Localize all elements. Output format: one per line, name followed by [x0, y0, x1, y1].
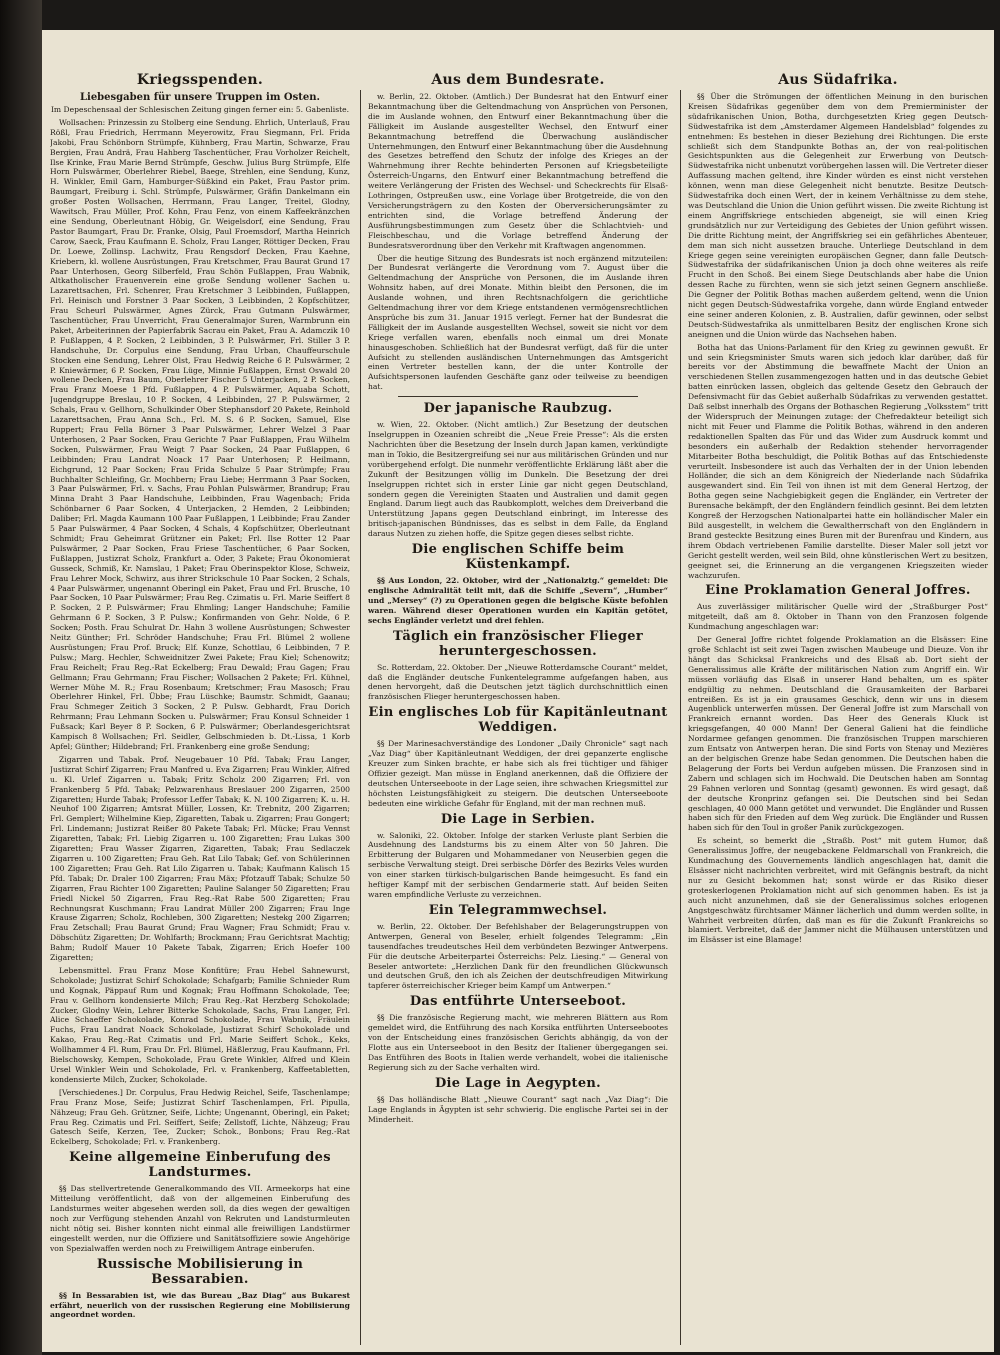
- article-paragraph: Zigarren und Tabak. Prof. Neugebauer 10 Pfd. Tabak; Frau Langer, Justizrat Schirf Zigarren; Frau Manfred u. Eva Zigarren; Frau Winkler, Alfred u. Kl. Urlef Zigarren u. Tabak; Fritz Scholz 200 Zigarren; Frl. von Frankenberg 5 Pfd. Tabak; Pelzwarenhaus Breslauer 200 Zigarren, 2500 Zigaretten; Hurde Tabak; Professor Leffer Tabak; K. N. 100 Zigarren; K. u. H. Neuhof 100 Zigarren; Amtsrat Müller, Lossen, Kr. Trebnitz, 200 Zigarren; Frl. Gemplert; Wilhelmine Kiep, Zigaretten, Tabak u. Zigarren; Frau Gongert; Frl. Lindemann; Justizrat Reißer 80 Pakete Tabak; Frl. Mücke; Frau Vennst Zigaretten, Tabak; Frl. Liebig Zigarren u. 100 Zigaretten; Frau Lukas 300 Zigaretten; Frau Wasser Zigarren, Zigaretten, Tabak; Frau Sedlaczek Zigarren u. 100 Zigaretten; Frau Geh. Rat Lilo Tabak; Gef. von Schülerinnen 100 Zigaretten; Frau Geh. Rat Lilo Zigarren u. Tabak; Kaufmann Kalisch 15 Pfd. Tabak; Dr. Draler 100 Zigarren; Frau Mäx; Pfotzauff Tabak; Schulze 50 Zigarren, Frau Richter 100 Zigaretten; Pauline Salanger 50 Zigaretten; Frau Friedl Nickel 50 Zigarren, Frau Reg.-Rat Rabe 500 Zigaretten; Frau Rechnungsrat Kuschmann; Frau Landrat Müller 200 Zigarren; Frau Inge Krause Zigarren; Scholz, Rochleben, 300 Zigaretten; Nestekg 200 Zigarren; Frau Zetschall; Frau Baurat Grund; Frau Wagner; Frau Schmidt; Frau v. Döbschütz Zigaretten; Dr. Wohlfarth; Brockmann; Frau Gerichtsrat Machtig; Bahm; Rudolf Mauer 10 Pakete Tabak, Zigarren; Erich Hoefer 100 Zigaretten;: [50, 754, 350, 963]
- intro-line: Im Depeschensaal der Schlesischen Zeitung gingen ferner ein: 5. Gabenliste.: [50, 105, 350, 114]
- headline-bessarabien: Russische Mobilisierung in Bessarabien.: [96, 1256, 304, 1287]
- article-paragraph: w. Berlin, 22. Oktober. Der Befehlshaber der Belagerungstruppen von Antwerpen, General von Beseler, erhielt folgendes Telegramm: „Ein tausendfaches treudeutsches Heil dem verbündeten Bezwinger Antwerpens. Für die deutsche Arbeiterpartei Österreichs: Pelz. Liesing.“ — General von Beseler antwortete: „Herzlichen Dank für den freundlichen Glückwunsch und deutschen Gruß, den ich als Zeichen der deutschfreudigen Mitwirkung tapferer österreichischer Krieger beim Kampf um Antwerpen.“: [368, 921, 668, 991]
- article-paragraph: Aus zuverlässiger militärischer Quelle wird der „Straßburger Post“ mitgeteilt, daß am 8. Oktober in Thann von den Franzosen folgende Kundmachung angeschlagen war:: [688, 602, 988, 632]
- headline-weddigen: Ein englisches Lob für Kapitänleutnant Weddigen.: [368, 705, 668, 736]
- article-paragraph: Es scheint, so bemerkt die „Straßb. Post“ mit gutem Humor, daß Generalissimus Joffre, der neugebackene Feldmarschall von Frankreich, die Kundmachung des Gouvernements ländlich angeschlagen hat, damit die Elsässer nicht nachrichten verbreitet, wird mit Gefängnis bestraft, da nicht nur zu Gesicht bekommen hat; sonst würde er das Risiko dieser groteskerlogenen Proklamation nicht auf sich genommen haben. Es ist ja auch nicht anzunehmen, daß sie der Generalissimus solches erlogenen Angstgeschwätz fürchtsamer Männer lächerlich und dumm werden sollte, in Wahrheit verbreiten dürfen, daß man es für die Zukunft Frankreichs so blamiert. Verbreitet, daß der Jammer nicht die Mülhausen unterstützen und im Elsässer ist eine Blamage!: [688, 836, 988, 945]
- book-binding-edge: [0, 0, 42, 1355]
- headline-japan: Der japanische Raubzug.: [423, 401, 613, 417]
- article-paragraph: Botha hat das Unions-Parlament für den Krieg zu gewinnen gewußt. Er und sein Kriegsminister Smuts waren sich jedoch klar darüber, daß für bereits vor der Abstimmung die bewaffnete Macht der Union an verschiedenen Stellen zusammengezogen hatten und in das deutsche Gebiet batten einrücken lassen, obgleich das geltende Gesetz den Gebrauch der Defensivmacht für das Gebiet außerhalb Südafrikas zu verwenden gestattet. Daß selbst innerhalb des Organs der Bothaschen Regierung „Volksstem“ tritt der Widerspruch der Meinungen zutage: der Chefredakteur beteiligt sich nicht mit Feuer und Flamme die Politik Bothas, während in den anderen redaktionellen Spalten das Für und das Wider zum Ausdruck kommt und besonders ein außerhalb der Redaktion stehender hervorragender Mitarbeiter Botha beschuldigt, die Politik Bothas auf das Entschiedenste verurteilt. Insbesondere ist auch das Verhalten der in der Union lebenden Holländer, die sich an dem Königreich der Niederlande nach Südafrika ausgewandert sind. Ein Teil von ihnen ist mit dem General Hertzog, der Botha gegen seine Nachgiebigkeit gegen die Engländer, ein Vertreter der Burensache bekämpft, der den Engländern feindlich gesinnt. Bei dem letzten Kongreß der Herzogschen Nationalpartei hatte ein holländischer Maler ein Bild ausgestellt, in welchem die Gewaltherrschaft von den Engländern in Brand gesteckte Besitzung eines Buren mit der Burenfrau und Kindern, aus ihrem Obdach vertriebenen Familie darstellte. Dieser Maler soll jetzt vor Gericht gestellt werden, weil sein Bild, ohne künstlerischen Wert zu besitzen, geeignet sei, die Erinnerung an die vergangenen Kriegszeiten wieder wachzurufen.: [688, 342, 988, 580]
- article-paragraph: w. Berlin, 22. Oktober. (Amtlich.) Der Bundesrat hat den Entwurf einer Bekanntmachung über die Geltendmachung von Ansprüchen von Personen, die im Auslande wohnen, den Entwurf einer Bekanntmachung über die Fälligkeit im Auslande ausgestellter Wechsel, den Entwurf einer Bekanntmachung betreffend die Überwachung ausländischer Unternehmungen, den Entwurf einer Bekanntmachung über die Ausdehnung des Gesetzes betreffend den Schutz der infolge des Krieges an der Wahrnehmung ihrer Rechte behinderten Personen auf Kriegsbeteiligte Österreich-Ungarns, den Entwurf einer Bekanntmachung betreffend die weitere Verlängerung der Fristen des Wechsel- und Scheckrechts für Elsaß-Lothringen, Ostpreußen usw., eine Vorlage über Brotgetreide, die von den Versicherungsträgern zu den Kosten der Oberversicherungsämter zu entrichten sind, die Vorlage betreffend Änderung der Ausführungsbestimmungen zum Gesetz über die Schlachtvieh- und Fleischbeschau, und die Vorlage betreffend Änderung der Bundesratsverordnung über den Verkehr mit Kraftwagen angenommen.: [368, 92, 668, 250]
- headline-aegypten: Die Lage in Aegypten.: [434, 1075, 602, 1091]
- article-paragraph: §§ Aus London, 22. Oktober, wird der „Nationalztg.“ gemeldet: Die englische Admiralität teilt mit, daß die Schiffe „Severn“, „Humber“ und „Mersey“ (?) zu Operationen gegen die belgische Küste befohlen waren. Während dieser Operationen wurden ein Kapitän getötet, sechs Engländer verletzt und drei fehlen.: [368, 576, 668, 625]
- headline-schiffe: Die englischen Schiffe beim Küstenkampf.: [411, 542, 625, 573]
- column-rule: [680, 90, 681, 1345]
- headline-suedafrika: Aus Südafrika.: [778, 72, 898, 88]
- column-2: [368, 70, 668, 1127]
- article-paragraph: §§ Das holländische Blatt „Nieuwe Courant“ sagt nach „Vaz Diag“: Die Lage Englands in Ägypten ist sehr schwierig. Die englische Partei sei in der Minderheit.: [368, 1094, 668, 1124]
- article-paragraph: §§ Das stellvertretende Generalkommando des VII. Armeekorps hat eine Mitteilung veröffentlicht, daß von der allgemeinen Einberufung des Landsturmes weiter abgesehen werden soll, da dies wegen der gewaltigen noch zur Verfügung stehenden Anzahl von Rekruten und Landsturmleuten nicht nötig sei. Bisher konnten nicht einmal alle freiwilligen Landstürmer eingestellt werden, nur die Offiziere und Sanitätsoffiziere sowie Angehörige von Spezialwaffen werden noch zu Freiwilligem Antrage einberufen.: [50, 1184, 350, 1253]
- article-paragraph: §§ Über die Strömungen der öffentlichen Meinung in den burischen Kreisen Südafrikas gegenüber dem von dem Premierminister der südafrikanischen Union, Botha, durchgesetzten Krieg gegen Deutsch-Südwestafrika ist dem „Amsterdamer Algemeen Handelsblad“ folgendes zu entnehmen: Es bestehen in dieser Beziehung drei Richtungen. Die erste schließt sich dem Standpunkte Bothas an, der von real-politischen Gesichtspunkten aus die Gelegenheit zur Erwerbung von Deutsch-Südwestafrika nicht unbenutzt vorübergehen lassen will. Die Vertreter dieser Auffassung machen geltend, ihre Kinder würden es einst nicht verstehen können, wenn man diese Gelegenheit nicht benutzte. Besitze Deutsch-Südwestafrika doch einen Wert, der in keinem Verhältnisse zu dem stehe, was Deutschland die Union die Union geführt wissen. Die zweite Richtung ist einem Angriffskriege entschieden abgeneigt, sie will einen Krieg grundsätzlich nur zur Verteidigung des Gebietes der Union geführt wissen. Die dritte Richtung meint, der Angriffskrieg sei ein gefährliches Abenteuer, dem man sich nicht aussetzen brauche. Unterliege Deutschland in dem Kriege gegen seine vereinigten europäischen Gegner, dann falle Deutsch-Südwestafrika der südafrikanischen Union ja doch ohne weiteres als reife Frucht in den Schoß. Bei einem Siege Deutschlands aber habe die Union dessen Rache zu fürchten, wenn sie sich jetzt seinen Gegnern anschließe. Die Gegner der Politik Bothas machen außerdem geltend, wenn die Union nicht gegen Deutsch-Südwestafrika vorgehe, dann würde England entweder eine seiner anderen Kolonien, z. B. Australien, dafür gewinnen, oder selbst Deutsch-Südwestafrika als unmittelbaren Besitz der englischen Krone sich aneignen und die Union würde das Nachsehen haben.: [688, 92, 988, 339]
- article-paragraph: Über die heutige Sitzung des Bundesrats ist noch ergänzend mitzuteilen: Der Bundesrat verlängerte die Verordnung vom 7. August über die Geltendmachung der Ansprüche von Personen, die im Auslande ihren Wohnsitz haben, auf drei Monate. Mithin bleibt den Personen, die im Auslande wohnen, und ihren Rechtsnachfolgern die gerichtliche Geltendmachung ihrer vor dem Kriege entstandenen vermögensrechtlichen Ansprüche bis zum 31. Januar 1915 verlegt. Ferner hat der Bundesrat die Fälligkeit der im Auslande ausgestellten Wechsel, soweit sie nicht vor dem Kriege verfallen waren, ebenfalls noch einmal um drei Monate hinausgeschoben. Schließlich hat der Bundesrat verfügt, daß für die unter Aufsicht zu stellenden ausländischen Unternehmungen das Amtsgericht einen Vertreter bestellen kann, der die unter Kontrolle der Aufsichtspersonen laufenden Geschäfte ganz oder teilweise zu beendigen hat.: [368, 253, 668, 392]
- article-paragraph: Lebensmittel. Frau Franz Mose Konfitüre; Frau Hebel Sahnewurst, Schokolade; Justizrat Schirf Schokolade; Schafgarb; Familie Schnieder Rum und Kognak, Päppauf Rum und Kognak; Frau Hoffmann Schokolade, Tee; Frau v. Gellhorn kondensierte Milch; Frau Reg.-Rat Herzberg Schokolade; Zucker, Glodny Wein, Lehrer Bitterke Schokolade, Sachs, Frau Langer, Frl. Alice Schaeffer Schokolade, Konrad Schokolade, Frau Wabnik, Fräulein Fuchs, Frau Landrat Noack Schokolade, Justizrat Schirf Schokolade und Kakao, Frau Reg.-Rat Czimatis und Frl. Marie Seiffert Schok., Keks, Wollhammer 4 Fl. Rum, Frau Dr. Frl. Blümel, Häßlerzug, Frau Kaufmann, Frl. Bielschowsky, Kempen, Schokolade, Frau Grete Winkler, Alfred und Klein Ursel Winkler Wein und Schokolade, Frl. v. Frankenberg, Kaffeetabletten, kondensierte Milch, Zucker, Schokolade.: [50, 965, 350, 1084]
- headline-joffre: Eine Proklamation General Joffres.: [705, 583, 971, 599]
- headline-flieger: Täglich ein französischer Flieger heruntergeschossen.: [393, 628, 643, 659]
- article-paragraph: Der General Joffre richtet folgende Proklamation an die Elsässer: Eine große Schlacht ist seit zwei Tagen zwischen Maubeuge und Dieuze. Von ihr hängt das Schicksal Frankreichs und des Elsaß ab. Dort sieht der Generalissimus alle Kräfte der militärischen Nation zum Angriff ein. Wir müssen vorläufig das Elsaß in unserer Hand behalten, um es später endgültig zu nehmen. Deutschland die Grausamkeiten der Barbarei entreißen. Es ist ja ein grausames Geschick, denn wir uns in diesem Augenblick unterwerfen müssen. Der General Joffre ist zum Marschall von Frankreich ernannt worden. Das Heer des Generals Kluck ist kriegsgefangen, 40 000 Mann! Der General Galieni hat die feindliche Nordarmee gefangen genommen. Die französischen Truppen marschieren zum Entsatz von Antwerpen heran. Die sind Forts von Stenay und Mezières an der belgischen Grenze habe Sedan genommen. Die Deutschen haben die Belagerung der Forts bei Verdun aufgeben müssen. Die Franzosen sind in Zabern und schlagen sich im Hochwald. Die Deutschen haben am Sonntag 29 Fahnen verloren und Sonntag (gesamt) gewonnen. Es wird gesagt, daß der deutsche Kronprinz gefangen sei. Die Deutschen sind bei Sedan geschlagen, 40 000 Mann getötet und verwundet. Die Engländer und Russen haben sich für den Frieden auf dem Weg zurück. Die Engländer und Russen haben sich für den Toul in großer Panik zurückgezogen.: [688, 635, 988, 833]
- headline-kriegsspenden: Kriegsspenden.: [136, 72, 264, 88]
- headline-unterseeboot: Das entführte Unterseeboot.: [409, 994, 627, 1010]
- divider: [398, 396, 638, 397]
- article-paragraph: §§ Der Marinesachverständige des Londoner „Daily Chronicle“ sagt nach „Vaz Diag“ über Kapitänleutnant Weddigen, der drei gepanzerte englische Kreuzer zum Sinken brachte, er habe sich als frei tüchtiger und fähiger Offizier gezeigt. Man müsse in England anerkennen, daß die Offiziere der deutschen Unterseeboote in der Lage seien, ihre schwachen Kriegsmittel zur höchsten Leistungsfähigkeit zu steigern. Die deutschen Unterseeboote bedeuten eine wirkliche Gefahr für England, mit der man rechnen muß.: [368, 739, 668, 808]
- column-3: [688, 70, 988, 948]
- subheadline: Liebesgaben für unsere Truppen im Osten.: [79, 92, 320, 103]
- article-paragraph: §§ In Bessarabien ist, wie das Bureau „Baz Diag“ aus Bukarest erfährt, neuerlich von der russischen Regierung eine Mobilisierung angeordnet worden.: [50, 1290, 350, 1320]
- newspaper-page: [42, 30, 994, 1352]
- headline-telegramm: Ein Telegrammwechsel.: [428, 902, 608, 918]
- article-paragraph: §§ Die französische Regierung macht, wie mehreren Blättern aus Rom gemeldet wird, die Entführung des nach Korsika entführten Unterseebootes von der Entscheidung eines französischen Gerichts abhängig, da von der Flotte aus ein Unterseeboot in den Besitz der Italiener übergegangen sei. Das Entführen des Boots in Italien werde verhandelt, wobei die italienische Regierung sich zu der Sache verhalten wird.: [368, 1013, 668, 1072]
- article-paragraph: [Verschiedenes.] Dr. Corpulus, Frau Hedwig Reichel, Seife, Taschenlampe; Frau Franz Mose, Seife; Justizrat Schirf Taschenlampen, Frl. Pipulla, Nähzeug; Frau Geh. Grützner, Seife, Lichte; Ungenannt, Oberingl, ein Paket; Frau Reg. Czimatis und Frl. Seiffert, Seife; Zellstoff, Lichte, Nähzeug; Frau Gatesch Seife, Kerzen, Tee, Zucker; Schok., Bonbons; Frau Reg.-Rat Eckelberg, Schokolade; Frl. v. Frankenberg.: [50, 1087, 350, 1147]
- column-rule: [360, 90, 361, 1345]
- headline-bundesrat: Aus dem Bundesrate.: [431, 72, 605, 88]
- article-paragraph: w. Wien, 22. Oktober. (Nicht amtlich.) Zur Besetzung der deutschen Inselgruppen in Ozeanien schreibt die „Neue Freie Presse“: Als die ersten Nachrichten über die Besetzung der Inseln durch Japan kamen, verkündigte man in Tokio, die Besitzergreifung sei nur aus militärischen Gründen und nur vorübergehend erfolgt. Die nunmehr veröffentlichte Erklärung läßt aber die Zukunft der Besitzungen völlig im Dunkeln. Die Besetzung der drei Inselgruppen richtet sich in erster Linie gar nicht gegen Deutschland, sondern gegen die Vereinigten Staaten und Australien und damit gegen England. Darum liegt auch das Raubkomplott, welches dem Dreiverband die Unterstützung Japans gegen Deutschland einbringt, im Interesse des britisch-japanischen Bündnisses, das es selbst in dem Falle, da England daraus Nutzen zu ziehen hoffe, die Spitze gegen dieses selbst richte.: [368, 420, 668, 539]
- article-paragraph: w. Saloniki, 22. Oktober. Infolge der starken Verluste plant Serbien die Ausdehnung des Landsturms bis zu einem Alter von 50 Jahren. Die Erbitterung der Bulgaren und Mohammedaner von Neuserbien gegen die serbische Verwaltung steigt. Drei serbische Dörfer des Bezirks Veles wurden von einer starken türkisch-bulgarischen Bande heimgesucht. Es fand ein heftiger Kampf mit der serbischen Gendarmerie statt. Auf beiden Seiten waren empfindliche Verluste zu verzeichnen.: [368, 830, 668, 899]
- column-1: [50, 70, 350, 1323]
- article-paragraph: Sc. Rotterdam, 22. Oktober. Der „Nieuwe Rotterdamsche Courant“ meldet, daß die Engländer deutsche Funkentelegramme aufgefangen haben, aus denen hervorgeht, daß die Deutschen jetzt täglich durchschnittlich einen französischen Flieger heruntergeschossen haben.: [368, 662, 668, 702]
- article-paragraph: Wollsachen: Prinzessin zu Stolberg eine Sendung. Ehrlich, Unterlauß, Frau Rößl, Frau Friedrich, Herrmann Meyerowitz, Frau Siegmann, Frl. Frida Jakobi, Frau Schönborn Strümpfe, Kühnberg, Frau Martin, Schwarze, Frau Bergien, Frau Andrä, Frau Hahberg Taschentücher, Frau Vorholzer Reichelt, Ilse Krinke, Frau Marie Bernd Strümpfe, Geschw. Julius Burg Strümpfe, Elfe Horn Pulswärmer, Oberlehrer Riebel, Baege, Strehlen, eine Sendung, Kunz, H. Winkler, Emil Garn, Hamburger-Süßkind ein Paket, Frau Pastor prim. Baumgart, Freiburg i. Schl. Strümpfe, Pulswärmer, Gräfin Dankelmann ein großer Posten Wollsachen, Herrmann, Frau Langer, Treitel, Glodny, Wawitsch, Frau Müller, Prof. Kohn, Frau Fenz, von einem Kaffeekränzchen eine Sendung, Oberleutnant Höbig, Gr. Weigelsdorf, eine Sendung, Frau Pastor Baumgart, Frau Dr. Franke, Olsig, Paul Froemsdorf, Martha Heinrich Carow, Saeck, Frau Kaufmann E. Scholz, Frau Langer, Röttiger Decken, Frau Dr. Loewe, Zollinsp. Lachwitz, Frau Rengsdorf Decken, Frau Kaehne, Kriebern, kl. wollene Ausrüstungen, Frau Kretschmer, Frau Baurat Grund 17 Paar Unterhosen, Georg Silberfeld, Frau Schön Fußlappen, Frau Wabnik, Altkatholischer Frauenverein eine große Sendung wollener Sachen u. Lazarettsachen, Frl. Schenrer, Frau Kretschmer 3 Leibbinden, Fußlappen, Frl. Heinisch und Forstner 3 Paar Socken, 3 Leibbinden, 2 Kopfschützer, Frau Scheurl Pulswärmer, Agnes Zürck, Frau Gutmann Pulswärmer, Taschentücher, Frau Unverricht, Frau Generalmajor Suren, Warmbrunn ein Paket, Arbeiterinnen der Papierfabrik Sacrau ein Paket, Frau A. Adamczik 10 P. Fußlappen, 4 P. Socken, 2 Leibbinden, 3 P. Pulswärmer, Frl. Stiller 3 P. Handschuhe, Dr. Corpulus eine Sendung, Frau Urban, Chauffeurschule Stocken eine Sendung, Lehrer Olst, Frau Hedwig Reiche 6 P. Pulswärmer, 2 P. Kniewärmer, 6 P. Socken, Frau Lüge, Minnie Fußlappen, Ernst Oswald 20 wollene Decken, Frau Baum, Oberlehrer Fischer 5 Unterjacken, 2 P. Socken, Frau Franz Moese 1 Pfd. Fußlappen, 4 P. Pulswärmer, Aquaba Schott, Jugendgruppe Breslau, 10 P. Socken, 4 Leibbinden, 27 P. Pulswärmer, 2 Schals, Frau v. Gellhorn, Schulkinder Ober Stephansdorf 20 Pakete, Reinhold Lazarettsachen, Frau Anna Sch., Frl. M. S. 6 P. Socken, Samuel, Else Ruppert; Frau Fella Börner 3 Paar Pulswärmer, Lehrer Welzel 3 Paar Unterhosen, 2 Paar Socken, Frau Gerichte 7 Paar Fußlappen, Frau Wilhelm Socken, Pulswärmer, Frau Weigt 7 Paar Socken, 24 Paar Fußlappen, 6 Leibbinden; Frau Landrat Noack 17 Paar Unterhosen; P. Heilmann, Eichgrund, 12 Paar Socken; Frau Frida Schulze 5 Paar Strümpfe; Frau Buchhalter Schleifing, Gr. Mochbern; Frau Liebe; Herrmann 3 Paar Socken, 3 Paar Pulswärmer, Frl. v. Sachs, Frau Pohlan Pulswärmer, Brandrup; Frau Minna Draht 3 Paar Handschuhe, Leibbinden, Frau Wagenbach; Frida Schönbarner 6 Paar Socken, 4 Unterjacken, 2 Hemden, 2 Leibbinden; Daliber; Frl. Magda Kaumann 100 Paar Fußlappen, 1 Leibbinde; Frau Zander 5 Paar Pulswärmer, 4 Paar Socken, 4 Schals, 4 Kopfschützer, Oberleutnant Schmidt; Frau Geheimrat Grützner ein Paket; Frl. Ilse Rotter 12 Paar Pulswärmer, 2 Paar Socken, Frau Friese Taschentücher, 6 Paar Socken, Fußlappen, Justizrat Scholz, Frankfurt a. Oder, 3 Pakete; Frau Ökonomierat Gusseck, Schmiß, Kr. Namslau, 1 Paket; Frau Oberinspektor Klose, Schweiz, Frau Lehrer Mock, Schwirz, aus ihrer Strickschule 10 Paar Socken, 2 Schals, 4 Paar Pulswärmer, ungenannt Oberingl ein Paket, Frau und Frl. Brusche, 10 Paar Socken, 10 Paar Pulswärmer; Frau Reg. Czimatis u. Frl. Marie Seiffert 8 P. Socken, 2 P. Pulswärmer; Frau Ehmling; Langer Handschuhe; Familie Gehrmann 6 P. Socken, 3 P. Pulsw.; Konfirmanden von Gehr. Nolde, 6 P. Socken; Posth. Frau Schulrat Dr. Hahn 3 wollene Ausrüstungen; Schwester Neitz Günther; Frl. Schröder Handschuhe; Frau Frl. Blümel 2 wollene Ausrüstungen; Frau Prof. Bruck; Elf. Kunze, Schottlau, 6 Leibbinden, 7 P. Pulsw.; Marg. Hechler, Schweidnitzer Zwei Pakete; Frau Kiel; Schenowitz; Frau Reichelt; Frau Reg.-Rat Eckelberg; Frau Dewald; Frau Gagen; Frau Gellmann; Frau Gehrmann; Frau Fischer; Wollsachen 2 Pakete; Frl. Kühnel, Werner Mühe M. R.; Frau Rosenbaum; Kretschmer; Frau Masosch; Frau Oberlehrer Hinkel, Frl. Übbe; Frau Lüschke; Baumstr. Schmidt, Gaanau; Frau Schmeger Zeitich 3 Socken, 2 P. Pulsw. Gebhardt, Frau Dorich Rehrmann; Frau Lehmann Socken u. Pulswärmer; Frau Konsul Schneider 1 Fußsack; Karl Beyer 8 P. Socken, 6 P. Pulswärmer; Oberlandesgerichtsrat Kampisch 8 Wollsachen; Frl. Seidler, Gelbschmieden b. Dt.-Lissa, 1 Korb Apfel; Günther; Hildebrand; Frl. Frankenberg eine große Sendung;: [50, 117, 350, 751]
- headline-landsturm: Keine allgemeine Einberufung des Landsturmes.: [69, 1150, 331, 1181]
- headline-serbien: Die Lage in Serbien.: [440, 811, 596, 827]
